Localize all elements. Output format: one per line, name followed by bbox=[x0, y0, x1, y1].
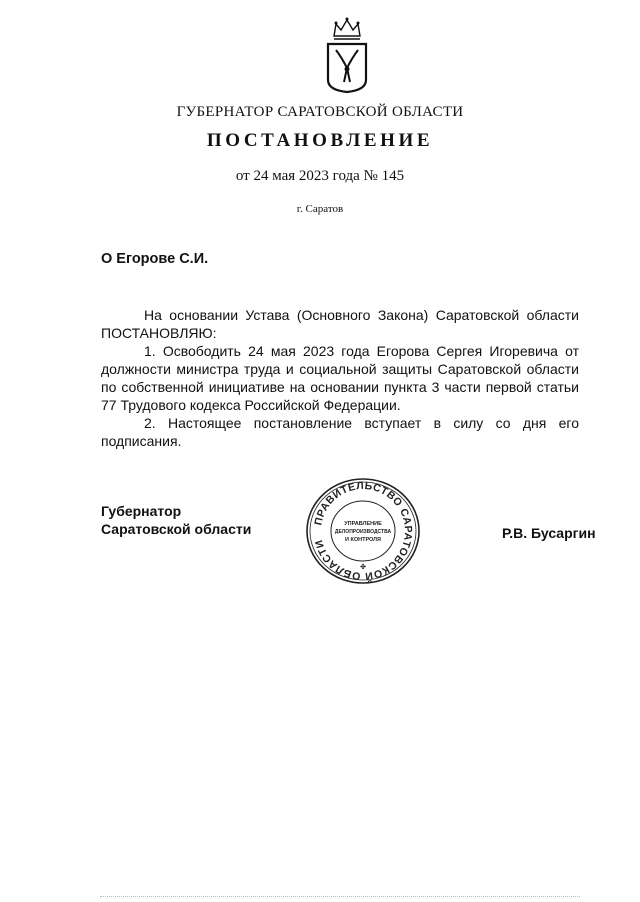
position-line-1: Губернатор bbox=[101, 503, 182, 519]
document-type-title: ПОСТАНОВЛЕНИЕ bbox=[206, 130, 434, 151]
document-subject: О Егорове С.И. bbox=[101, 251, 209, 267]
stamp-inner-line-2: ДЕЛОПРОИЗВОДСТВА bbox=[334, 529, 392, 535]
page-footer-dots bbox=[100, 896, 580, 899]
stamp-ring-text: ПРАВИТЕЛЬСТВО САРАТОВСКОЙ ОБЛАСТИ bbox=[312, 479, 415, 583]
item-1-paragraph: 1. Освободить 24 мая 2023 года Егорова Сергея Игоревича от должности министра труда и социальной защиты Саратовской области по собственной инициативе на основании пункта 3 части первой статьи 77 Трудового кодекса Российской Федерации. bbox=[101, 343, 579, 413]
organization-title: ГУБЕРНАТОР САРАТОВСКОЙ ОБЛАСТИ bbox=[176, 104, 464, 120]
preamble-paragraph: На основании Устава (Основного Закона) Саратовской области ПОСТАНОВЛЯЮ: bbox=[101, 307, 579, 341]
item-2-paragraph: 2. Настоящее постановление вступает в силу со дня его подписания. bbox=[101, 415, 579, 449]
coat-of-arms-icon bbox=[322, 14, 372, 94]
document-date-number: от 24 мая 2023 года № 145 bbox=[235, 168, 405, 184]
signatory-position bbox=[101, 502, 251, 538]
document-body bbox=[101, 306, 579, 450]
svg-text:✤: ✤ bbox=[360, 564, 366, 571]
stamp-inner-line-3: И КОНТРОЛЯ bbox=[345, 537, 381, 543]
official-stamp bbox=[303, 476, 423, 586]
document-city: г. Саратов bbox=[296, 203, 344, 215]
signatory-name: Р.В. Бусаргин bbox=[502, 525, 596, 541]
stamp-inner-line-1: УПРАВЛЕНИЕ bbox=[344, 521, 382, 527]
position-line-2: Саратовской области bbox=[101, 521, 252, 537]
